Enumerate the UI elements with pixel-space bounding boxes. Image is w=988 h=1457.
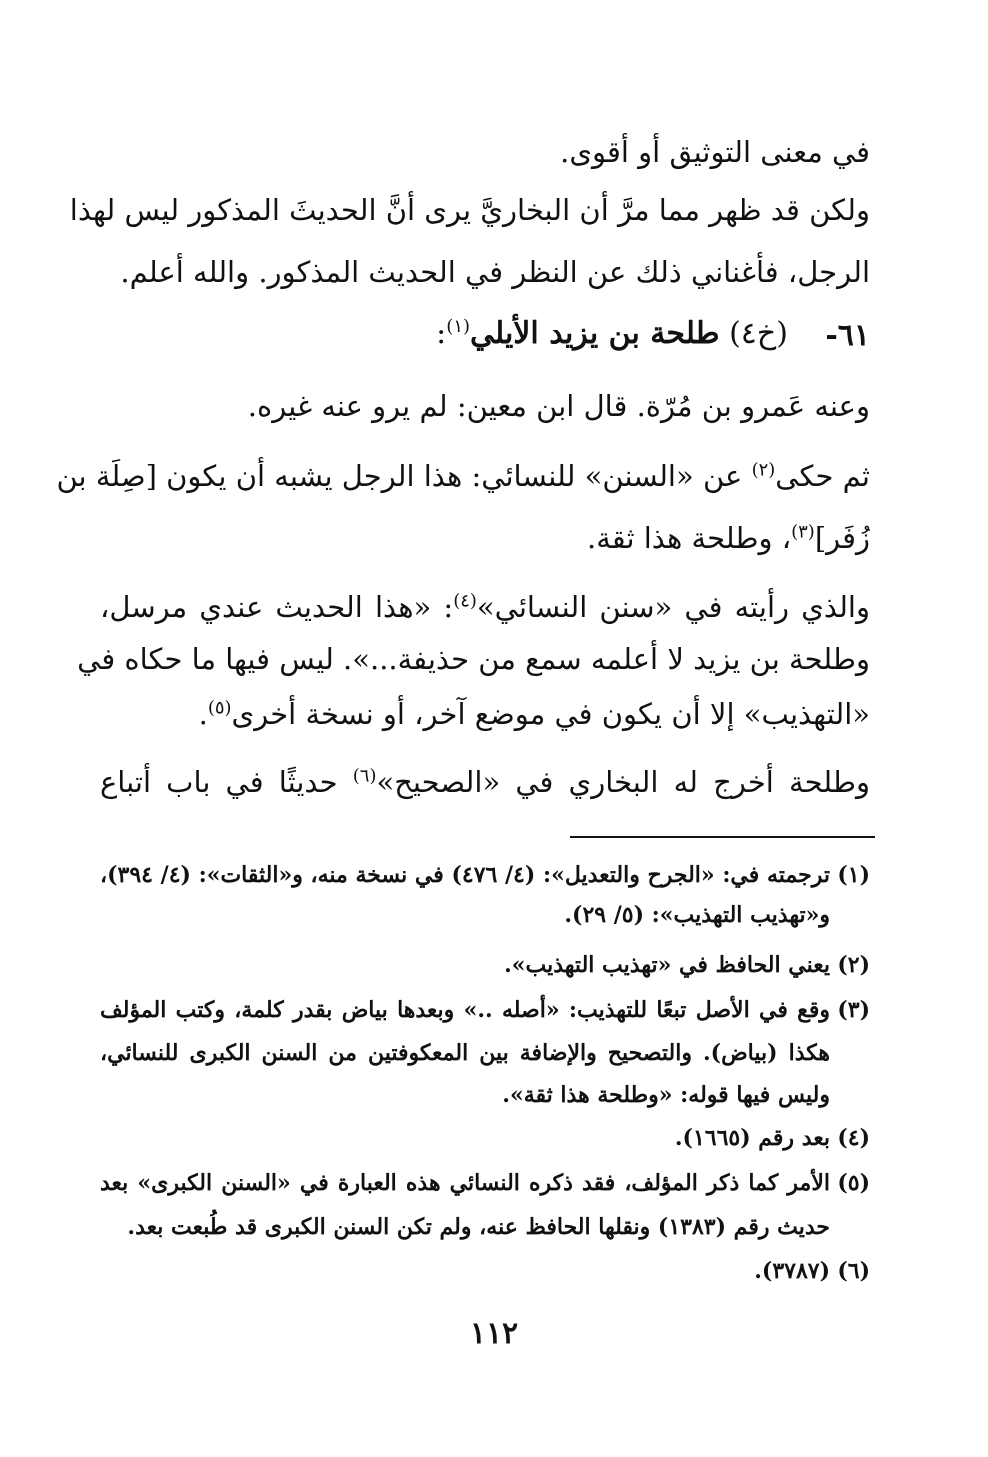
footnote-number: (٥)	[837, 1170, 870, 1196]
footnote-line: وقع في الأصل تبعًا للتهذيب: «أصله ..» وبعدها بياض بقدر كلمة، وكتب المؤلف	[100, 997, 830, 1023]
body-line	[100, 694, 870, 734]
body-line	[56, 456, 870, 496]
footnote-line: و«تهذيب التهذيب»: (٥/ ٢٩).	[564, 902, 830, 928]
entry-number: ٦١-	[825, 318, 870, 353]
text-run: عن «السنن» للنسائي: هذا الرجل يشبه أن يكون [صِلَة بن	[56, 459, 743, 493]
footnote-separator	[570, 836, 875, 838]
entry-title	[436, 316, 788, 351]
footnote-number: (٢)	[837, 952, 870, 978]
footnote-ref: (٢)	[751, 459, 776, 481]
body-line: وطلحة بن يزيد لا أعلمه سمع من حذيفة...». ليس فيها ما حكاه في	[77, 642, 870, 676]
text-run: وطلحة أخرج له البخاري في «الصحيح»	[376, 765, 870, 799]
body-line	[100, 762, 870, 802]
footnote-number: (٣)	[837, 997, 870, 1023]
body-line: في معنى التوثيق أو أقوى.	[560, 135, 870, 169]
footnote-line: (٣٧٨٧).	[754, 1258, 830, 1284]
text-run: ثم حكى	[775, 459, 870, 493]
footnote-line: حديث رقم (١٣٨٣) ونقلها الحافظ عنه، ولم تكن السنن الكبرى قد طُبعت بعد.	[127, 1214, 830, 1240]
footnote-number: (٦)	[837, 1258, 870, 1284]
footnote-number: (١)	[837, 862, 870, 888]
entry-code: (خ٤)	[729, 316, 788, 351]
footnote-ref: (٤)	[453, 590, 477, 612]
text-run: «التهذيب» إلا أن يكون في موضع آخر، أو نسخة أخرى	[231, 697, 870, 731]
entry-colon: :	[436, 316, 447, 351]
body-line: وعنه عَمرو بن مُرّة. قال ابن معين: لم يرو عنه غيره.	[247, 389, 870, 423]
footnote-ref: (٦)	[352, 765, 377, 787]
text-run: ، وطلحة هذا ثقة.	[587, 521, 792, 555]
body-line	[100, 518, 870, 558]
entry-name: طلحة بن يزيد الأيلي	[470, 316, 720, 351]
footnote-line: وليس فيها قوله: «وطلحة هذا ثقة».	[502, 1082, 830, 1108]
footnote-ref: (٣)	[791, 521, 815, 543]
footnote-line: بعد رقم (١٦٦٥).	[674, 1125, 830, 1151]
body-line: الرجل، فأغناني ذلك عن النظر في الحديث المذكور. والله أعلم.	[120, 255, 870, 289]
text-run: زُفَر]	[814, 521, 870, 555]
footnote-line: هكذا (بياض). والتصحيح والإضافة بين المعكوفتين من السنن الكبرى للنسائي،	[100, 1040, 830, 1066]
footnote-line: الأمر كما ذكر المؤلف، فقد ذكره النسائي هذه العبارة في «السنن الكبرى» بعد	[100, 1170, 830, 1196]
body-line	[100, 587, 870, 627]
text-run: والذي رأيته في «سنن النسائي»	[476, 590, 870, 624]
footnote-line: ترجمته في: «الجرح والتعديل»: (٤/ ٤٧٦) في نسخة منه، و«الثقات»: (٤/ ٣٩٤)،	[100, 862, 830, 888]
footnote-line: يعني الحافظ في «تهذيب التهذيب».	[504, 952, 830, 978]
text-run: .	[198, 697, 208, 731]
text-run: حديثًا في باب أتباع	[100, 765, 338, 799]
body-line: ولكن قد ظهر مما مرَّ أن البخاريَّ يرى أنَّ الحديثَ المذكور ليس لهذا	[69, 193, 870, 227]
footnote-number: (٤)	[837, 1125, 870, 1151]
text-run: : «هذا الحديث عندي مرسل،	[100, 590, 454, 624]
footnote-ref: (٥)	[207, 697, 232, 719]
page-number: ١١٢	[469, 1316, 519, 1351]
footnote-ref: (١)	[446, 316, 471, 337]
